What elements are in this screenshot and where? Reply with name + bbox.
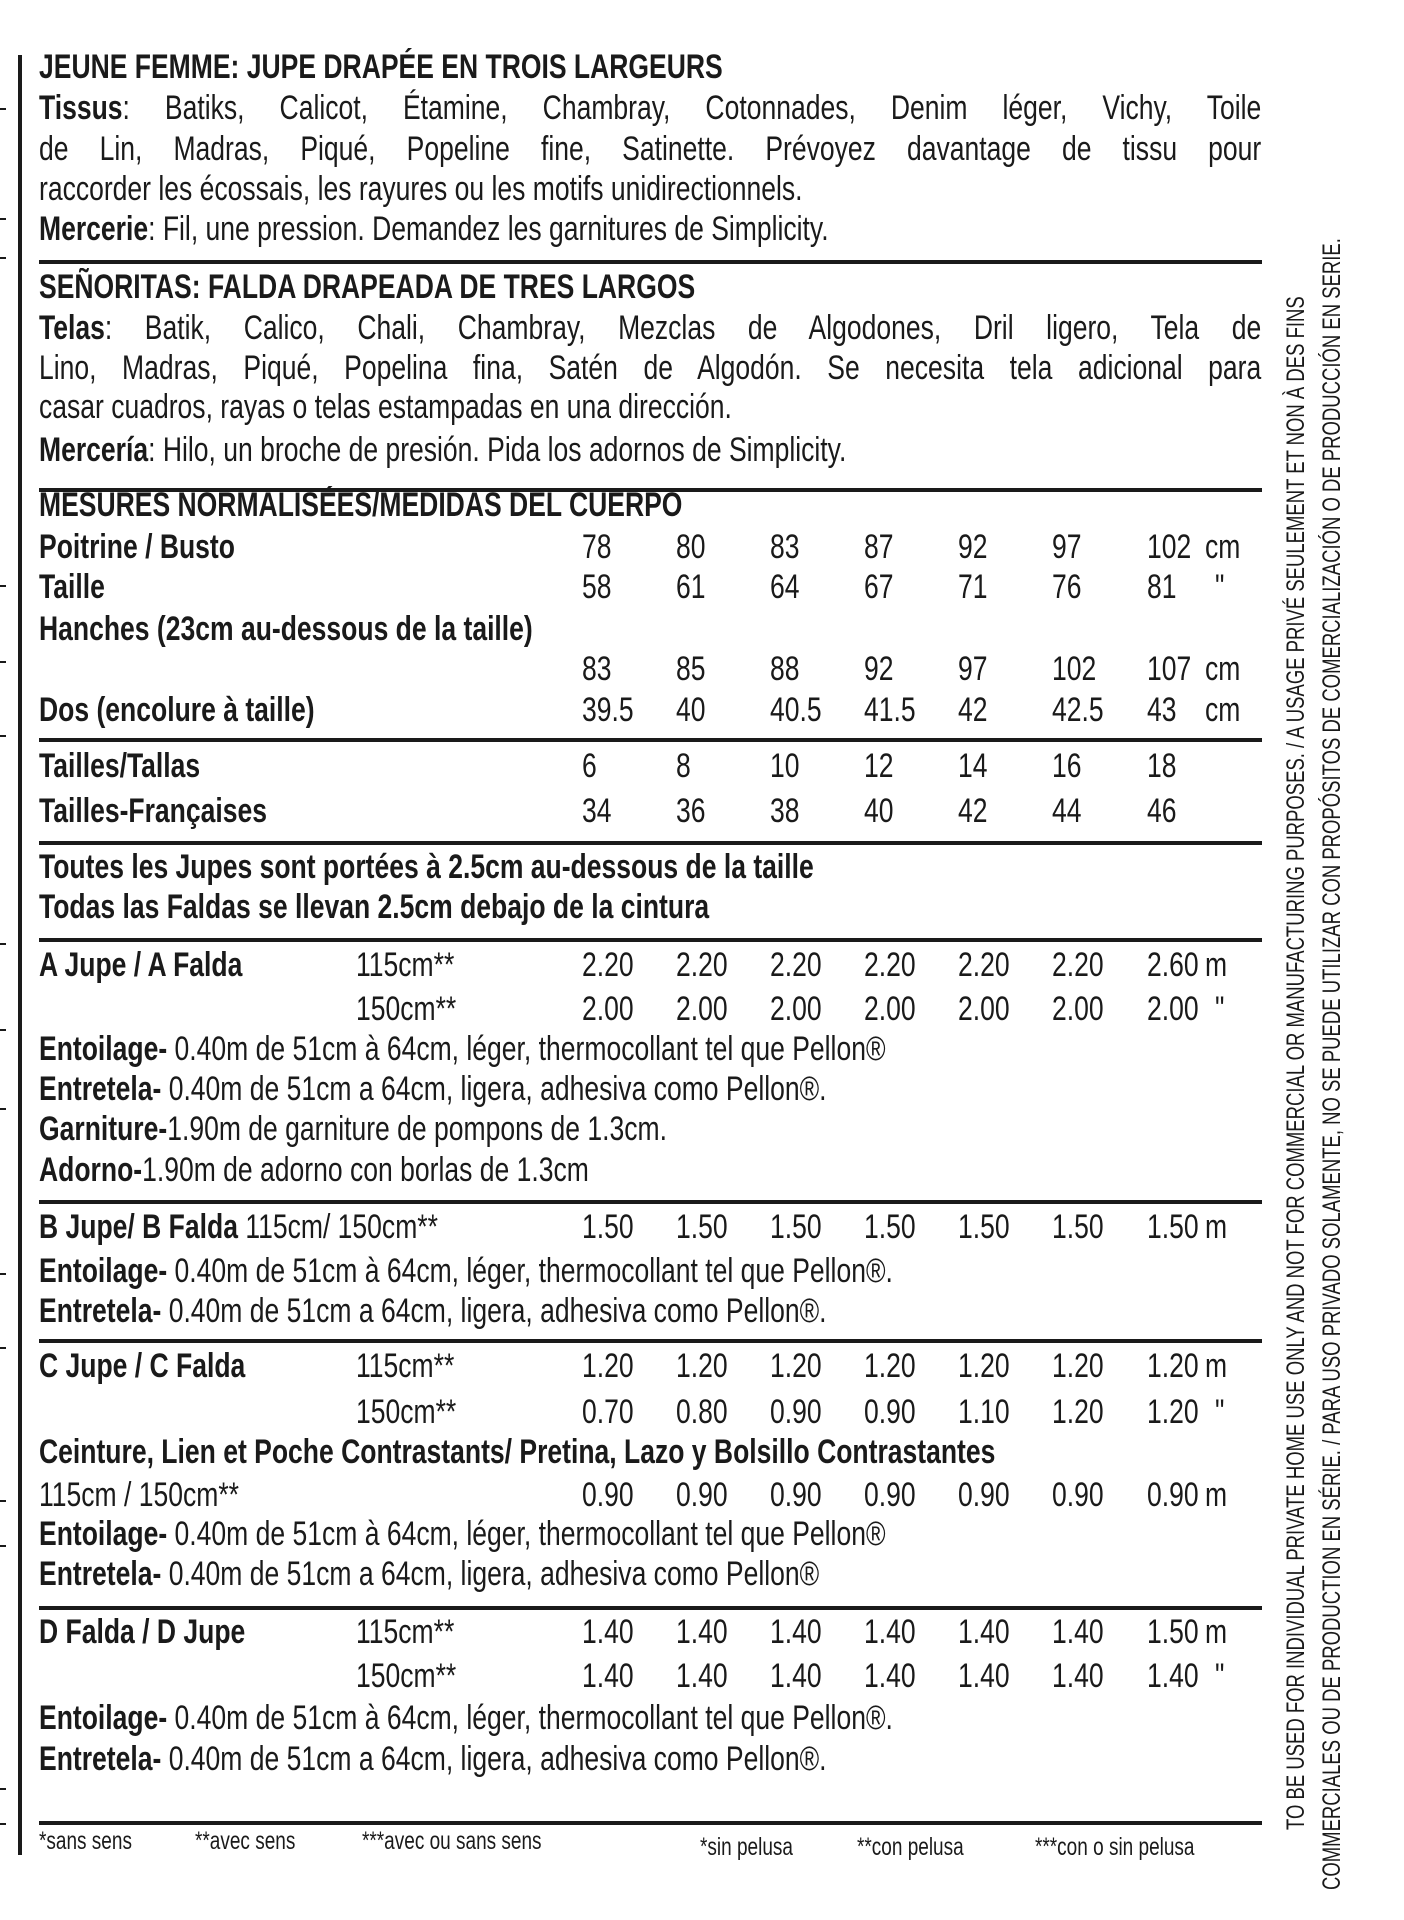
divider bbox=[39, 841, 1262, 845]
value-cell: 1.40 bbox=[958, 1613, 1010, 1651]
value-cell: 1.20 bbox=[958, 1347, 1010, 1385]
unit-label: m bbox=[1205, 1208, 1228, 1246]
divider bbox=[39, 1339, 1262, 1343]
skirt-note-fr: Toutes les Jupes sont portées à 2.5cm au-dessous de la taille bbox=[39, 848, 814, 886]
notions-fr-label: Mercerie bbox=[39, 210, 149, 248]
value-cell: 1.50 bbox=[864, 1208, 916, 1246]
fabrics-es-line-2: Lino, Madras, Piqué, Popelina fina, Satén de Algodón. Se necesita tela adicional para bbox=[39, 349, 1262, 387]
measure-label-waist: Taille bbox=[39, 568, 105, 606]
value-cell: 2.00 bbox=[1147, 990, 1199, 1028]
legend-fr-without-nap: *sans sens bbox=[39, 1827, 132, 1855]
title-es: SEÑORITAS: FALDA DRAPEADA DE TRES LARGOS bbox=[39, 268, 696, 306]
value-cell: 36 bbox=[676, 792, 706, 830]
margin-tick bbox=[0, 661, 6, 663]
divider bbox=[39, 1606, 1262, 1610]
value-cell: 40 bbox=[864, 792, 894, 830]
value-cell: 1.40 bbox=[676, 1613, 728, 1651]
value-cell: 40 bbox=[676, 691, 706, 729]
value-cell: 2.20 bbox=[676, 946, 728, 984]
value-cell: 64 bbox=[770, 568, 800, 606]
value-cell: 1.20 bbox=[1147, 1347, 1199, 1385]
unit-label: " bbox=[1215, 568, 1225, 606]
footer-divider bbox=[39, 1821, 1262, 1825]
value-cell: 0.90 bbox=[770, 1393, 822, 1431]
legend-fr-either: ***avec ou sans sens bbox=[362, 1827, 542, 1855]
value-cell: 2.60 bbox=[1147, 946, 1199, 984]
view-a-trim-es: Adorno-1.90m de adorno con borlas de 1.3cm bbox=[39, 1151, 589, 1189]
margin-tick bbox=[0, 735, 6, 737]
value-cell: 1.20 bbox=[864, 1347, 916, 1385]
margin-tick bbox=[0, 257, 6, 259]
disclaimer-line-2: COMMERCIALES OU DE PRODUCTION EN SÉRIE. / PARA USO PRIVADO SOLAMENTE, NO SE PUEDE UTILIZAR CON PROPÓSITOS DE COMERCIALIZACIÓN O DE PRODUCCIÓN EN SERIE. bbox=[1318, 238, 1346, 1890]
value-cell: 78 bbox=[582, 528, 612, 566]
value-cell: 87 bbox=[864, 528, 894, 566]
value-cell: 92 bbox=[864, 650, 894, 688]
unit-label: " bbox=[1215, 1657, 1225, 1695]
value-cell: 1.10 bbox=[958, 1393, 1010, 1431]
unit-label: cm bbox=[1205, 691, 1241, 729]
view-b-row bbox=[39, 1210, 438, 1244]
value-cell: 80 bbox=[676, 528, 706, 566]
value-cell: 12 bbox=[864, 747, 894, 785]
value-cell: 1.20 bbox=[1052, 1393, 1104, 1431]
value-cell: 1.20 bbox=[1147, 1393, 1199, 1431]
value-cell: 14 bbox=[958, 747, 988, 785]
divider bbox=[39, 738, 1262, 742]
divider bbox=[39, 260, 1262, 264]
value-cell: 18 bbox=[1147, 747, 1177, 785]
value-cell: 40.5 bbox=[770, 691, 822, 729]
margin-tick bbox=[0, 943, 6, 945]
margin-tick bbox=[0, 585, 6, 587]
value-cell: 83 bbox=[770, 528, 800, 566]
margin-tick bbox=[0, 1273, 6, 1275]
view-d-label: D Falda / D Jupe bbox=[39, 1613, 246, 1651]
value-cell: 42 bbox=[958, 691, 988, 729]
value-cell: 43 bbox=[1147, 691, 1177, 729]
view-b-width: 115cm/ 150cm** bbox=[237, 1208, 438, 1246]
value-cell: 97 bbox=[958, 650, 988, 688]
view-d-width-115: 115cm** bbox=[356, 1613, 455, 1651]
notions-es: Mercería: Hilo, un broche de presión. Pida los adornos de Simplicity. bbox=[39, 431, 847, 469]
view-a-width-115: 115cm** bbox=[356, 946, 455, 984]
view-b-label: B Jupe/ B Falda bbox=[39, 1208, 238, 1246]
view-a-interfacing-es: Entretela- 0.40m de 51cm a 64cm, ligera, adhesiva como Pellon®. bbox=[39, 1070, 827, 1108]
value-cell: 61 bbox=[676, 568, 706, 606]
view-d-interfacing-fr: Entoilage- 0.40m de 51cm à 64cm, léger, thermocollant tel que Pellon®. bbox=[39, 1699, 893, 1737]
value-cell: 0.90 bbox=[770, 1476, 822, 1514]
value-cell: 85 bbox=[676, 650, 706, 688]
skirt-note-es: Todas las Faldas se llevan 2.5cm debajo de la cintura bbox=[39, 888, 710, 926]
fabrics-fr-line-1: Tissus: Batiks, Calicot, Étamine, Chambray, Cotonnades, Denim léger, Vichy, Toile bbox=[39, 89, 1262, 127]
value-cell: 10 bbox=[770, 747, 800, 785]
margin-tick bbox=[0, 218, 6, 220]
value-cell: 0.80 bbox=[676, 1393, 728, 1431]
value-cell: 2.00 bbox=[676, 990, 728, 1028]
margin-tick bbox=[0, 108, 6, 110]
value-cell: 1.40 bbox=[770, 1657, 822, 1695]
disclaimer-line-1: TO BE USED FOR INDIVIDUAL PRIVATE HOME USE ONLY AND NOT FOR COMMERCIAL OR MANUFACTURING PURPOSES. / A USAGE PRIVÉ SEULEMENT ET NON À DES FINS bbox=[1282, 296, 1310, 1830]
value-cell: 1.40 bbox=[864, 1657, 916, 1695]
value-cell: 44 bbox=[1052, 792, 1082, 830]
value-cell: 1.50 bbox=[770, 1208, 822, 1246]
value-cell: 2.00 bbox=[770, 990, 822, 1028]
fabrics-es-label: Telas bbox=[39, 309, 105, 347]
fabrics-fr-label: Tissus bbox=[39, 89, 123, 127]
margin-tick bbox=[0, 1545, 6, 1547]
value-cell: 1.40 bbox=[1147, 1657, 1199, 1695]
view-d-interfacing-es: Entretela- 0.40m de 51cm a 64cm, ligera, adhesiva como Pellon®. bbox=[39, 1740, 827, 1778]
notions-fr: Mercerie: Fil, une pression. Demandez les garnitures de Simplicity. bbox=[39, 210, 829, 248]
size-label-us: Tailles/Tallas bbox=[39, 747, 201, 785]
value-cell: 1.40 bbox=[582, 1613, 634, 1651]
value-cell: 102 bbox=[1052, 650, 1097, 688]
value-cell: 0.90 bbox=[1052, 1476, 1104, 1514]
view-c-contrast-width: 115cm / 150cm** bbox=[39, 1476, 239, 1514]
value-cell: 42.5 bbox=[1052, 691, 1104, 729]
value-cell: 1.40 bbox=[1052, 1613, 1104, 1651]
value-cell: 1.40 bbox=[958, 1657, 1010, 1695]
value-cell: 58 bbox=[582, 568, 612, 606]
view-c-width-115: 115cm** bbox=[356, 1347, 455, 1385]
divider bbox=[39, 1200, 1262, 1204]
value-cell: 42 bbox=[958, 792, 988, 830]
value-cell: 1.50 bbox=[958, 1208, 1010, 1246]
value-cell: 1.50 bbox=[1147, 1208, 1199, 1246]
left-border-line bbox=[18, 55, 22, 1855]
view-c-interfacing-es: Entretela- 0.40m de 51cm a 64cm, ligera, adhesiva como Pellon® bbox=[39, 1555, 820, 1593]
value-cell: 1.40 bbox=[770, 1613, 822, 1651]
unit-label: m bbox=[1205, 946, 1228, 984]
value-cell: 107 bbox=[1147, 650, 1192, 688]
measurements-title: MESURES NORMALISÉES/MEDIDAS DEL CUERPO bbox=[39, 486, 683, 524]
unit-label: " bbox=[1215, 990, 1225, 1028]
view-a-interfacing-fr: Entoilage- 0.40m de 51cm à 64cm, léger, thermocollant tel que Pellon® bbox=[39, 1030, 886, 1068]
view-c-contrast-title: Ceinture, Lien et Poche Contrastants/ Pretina, Lazo y Bolsillo Contrastantes bbox=[39, 1433, 996, 1471]
value-cell: 67 bbox=[864, 568, 894, 606]
unit-label: m bbox=[1205, 1613, 1228, 1651]
value-cell: 2.00 bbox=[864, 990, 916, 1028]
value-cell: 8 bbox=[676, 747, 691, 785]
value-cell: 38 bbox=[770, 792, 800, 830]
margin-tick bbox=[0, 1823, 6, 1825]
value-cell: 76 bbox=[1052, 568, 1082, 606]
fabrics-fr-line-3: raccorder les écossais, les rayures ou les motifs unidirectionnels. bbox=[39, 170, 803, 208]
value-cell: 1.50 bbox=[582, 1208, 634, 1246]
value-cell: 39.5 bbox=[582, 691, 634, 729]
margin-tick bbox=[0, 1029, 6, 1031]
margin-tick bbox=[0, 1788, 6, 1790]
value-cell: 2.20 bbox=[1052, 946, 1104, 984]
value-cell: 0.90 bbox=[582, 1476, 634, 1514]
view-a-width-150: 150cm** bbox=[356, 990, 457, 1028]
measure-label-bust: Poitrine / Busto bbox=[39, 528, 235, 566]
unit-label: cm bbox=[1205, 528, 1241, 566]
value-cell: 2.00 bbox=[1052, 990, 1104, 1028]
value-cell: 1.20 bbox=[770, 1347, 822, 1385]
value-cell: 83 bbox=[582, 650, 612, 688]
value-cell: 46 bbox=[1147, 792, 1177, 830]
measure-label-back: Dos (encolure à taille) bbox=[39, 691, 315, 729]
value-cell: 1.50 bbox=[1052, 1208, 1104, 1246]
value-cell: 92 bbox=[958, 528, 988, 566]
value-cell: 2.20 bbox=[582, 946, 634, 984]
view-a-label: A Jupe / A Falda bbox=[39, 946, 243, 984]
value-cell: 1.40 bbox=[864, 1613, 916, 1651]
value-cell: 2.00 bbox=[958, 990, 1010, 1028]
divider bbox=[39, 938, 1262, 942]
value-cell: 81 bbox=[1147, 568, 1177, 606]
legend-es-either: ***con o sin pelusa bbox=[1035, 1833, 1195, 1861]
value-cell: 1.40 bbox=[676, 1657, 728, 1695]
value-cell: 34 bbox=[582, 792, 612, 830]
legend-fr-with-nap: **avec sens bbox=[195, 1827, 296, 1855]
value-cell: 1.50 bbox=[1147, 1613, 1199, 1651]
unit-label: m bbox=[1205, 1347, 1228, 1385]
value-cell: 1.40 bbox=[1052, 1657, 1104, 1695]
margin-tick bbox=[0, 1108, 6, 1110]
view-a-trim-fr: Garniture-1.90m de garniture de pompons de 1.3cm. bbox=[39, 1110, 667, 1148]
value-cell: 6 bbox=[582, 747, 597, 785]
legend-es-without-nap: *sin pelusa bbox=[700, 1833, 793, 1861]
measure-label-hips: Hanches (23cm au-dessous de la taille) bbox=[39, 610, 533, 648]
unit-label: " bbox=[1215, 1393, 1225, 1431]
value-cell: 0.90 bbox=[958, 1476, 1010, 1514]
value-cell: 0.90 bbox=[864, 1393, 916, 1431]
value-cell: 2.20 bbox=[864, 946, 916, 984]
view-c-interfacing-fr: Entoilage- 0.40m de 51cm à 64cm, léger, thermocollant tel que Pellon® bbox=[39, 1515, 886, 1553]
value-cell: 97 bbox=[1052, 528, 1082, 566]
value-cell: 2.20 bbox=[770, 946, 822, 984]
value-cell: 1.40 bbox=[582, 1657, 634, 1695]
value-cell: 16 bbox=[1052, 747, 1082, 785]
value-cell: 41.5 bbox=[864, 691, 916, 729]
value-cell: 0.90 bbox=[864, 1476, 916, 1514]
margin-tick bbox=[0, 1347, 6, 1349]
unit-label: m bbox=[1205, 1476, 1228, 1514]
fabrics-es-line-3: casar cuadros, rayas o telas estampadas en una dirección. bbox=[39, 388, 732, 426]
value-cell: 1.20 bbox=[676, 1347, 728, 1385]
value-cell: 0.90 bbox=[676, 1476, 728, 1514]
value-cell: 1.50 bbox=[676, 1208, 728, 1246]
value-cell: 71 bbox=[958, 568, 988, 606]
view-b-interfacing-es: Entretela- 0.40m de 51cm a 64cm, ligera, adhesiva como Pellon®. bbox=[39, 1292, 827, 1330]
view-c-width-150: 150cm** bbox=[356, 1393, 457, 1431]
notions-es-label: Mercería bbox=[39, 431, 149, 469]
value-cell: 0.90 bbox=[1147, 1476, 1199, 1514]
view-d-width-150: 150cm** bbox=[356, 1657, 457, 1695]
value-cell: 2.00 bbox=[582, 990, 634, 1028]
fabrics-fr-line-2: de Lin, Madras, Piqué, Popeline fine, Satinette. Prévoyez davantage de tissu pour bbox=[39, 130, 1262, 168]
title-fr: JEUNE FEMME: JUPE DRAPÉE EN TROIS LARGEURS bbox=[39, 48, 723, 86]
view-c-label: C Jupe / C Falda bbox=[39, 1347, 246, 1385]
value-cell: 102 bbox=[1147, 528, 1192, 566]
value-cell: 88 bbox=[770, 650, 800, 688]
unit-label: cm bbox=[1205, 650, 1241, 688]
view-b-interfacing-fr: Entoilage- 0.40m de 51cm à 64cm, léger, thermocollant tel que Pellon®. bbox=[39, 1252, 893, 1290]
legend-es-with-nap: **con pelusa bbox=[857, 1833, 964, 1861]
margin-tick bbox=[0, 1500, 6, 1502]
size-label-french: Tailles-Françaises bbox=[39, 792, 268, 830]
value-cell: 1.20 bbox=[582, 1347, 634, 1385]
fabrics-es-line-1: Telas: Batik, Calico, Chali, Chambray, Mezclas de Algodones, Dril ligero, Tela de bbox=[39, 309, 1262, 347]
value-cell: 2.20 bbox=[958, 946, 1010, 984]
value-cell: 1.20 bbox=[1052, 1347, 1104, 1385]
value-cell: 0.70 bbox=[582, 1393, 634, 1431]
